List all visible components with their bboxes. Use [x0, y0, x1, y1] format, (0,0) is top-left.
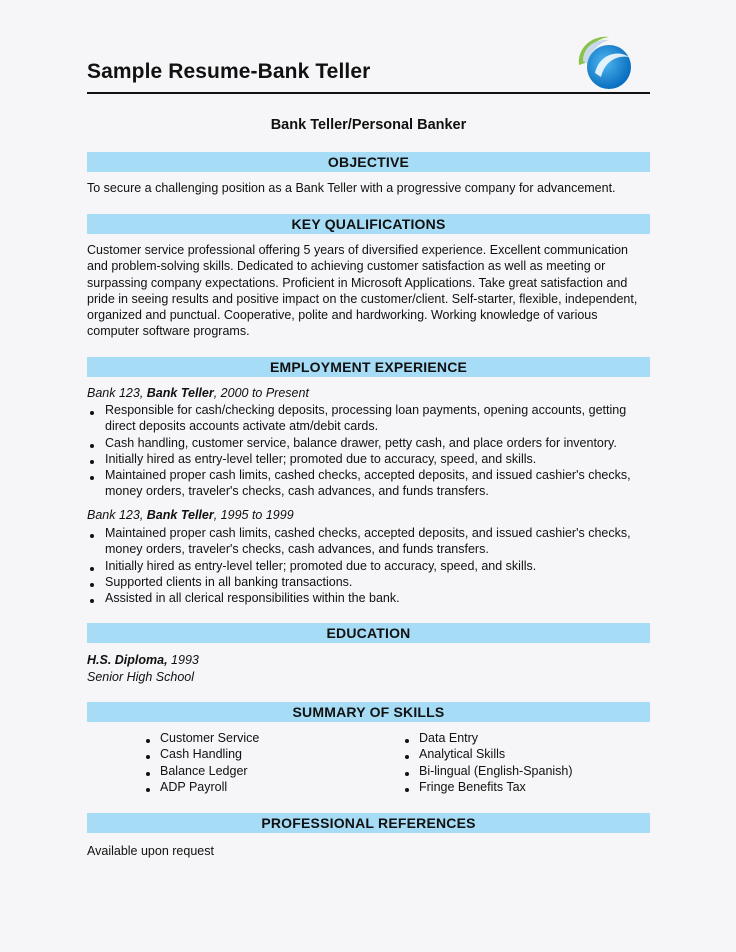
skills-left-column	[146, 730, 376, 795]
references-heading: PROFESSIONAL REFERENCES	[87, 813, 650, 833]
job-1-header	[87, 386, 309, 400]
job-2-employer: Bank 123,	[87, 508, 144, 522]
qualifications-heading: KEY QUALIFICATIONS	[87, 214, 650, 234]
list-item: Initially hired as entry-level teller; promoted due to accuracy, speed, and skills.	[87, 558, 652, 574]
qualifications-text: Customer service professional offering 5 years of diversified experience. Excellent communication and problem-solving skills. Dedicated to achieving customer satisfaction as well as meeting or surpassing company expectations. Proficient in Microsoft Applications. Take great satisfaction and pride in seeing results and positive impact on the customer/client. Self-starter, flexible, independent, organized and punctual. Cooperative, polite and hardworking. Working knowledge of various computer software programs.	[87, 243, 638, 339]
education-heading: EDUCATION	[87, 623, 650, 643]
job-2-duties	[87, 525, 652, 606]
list-item: Balance Ledger	[146, 763, 376, 779]
list-item: Bi-lingual (English-Spanish)	[405, 763, 635, 779]
skills-heading: SUMMARY OF SKILLS	[87, 702, 650, 722]
objective-text: To secure a challenging position as a Bank Teller with a progressive company for advancement.	[87, 181, 616, 195]
list-item: Fringe Benefits Tax	[405, 779, 635, 795]
blue-swirl-logo-icon	[573, 31, 637, 95]
job-2-role: Bank Teller	[146, 508, 214, 522]
resume-subtitle: Bank Teller/Personal Banker	[270, 117, 467, 133]
employment-heading: EMPLOYMENT EXPERIENCE	[87, 357, 650, 377]
references-text: Available upon request	[87, 844, 214, 858]
education-degree-line	[87, 651, 199, 669]
list-item: Customer Service	[146, 730, 376, 746]
job-1-role: Bank Teller	[146, 386, 214, 400]
page-title: Sample Resume-Bank Teller	[87, 60, 371, 83]
list-item: Assisted in all clerical responsibilities within the bank.	[87, 590, 652, 606]
job-1-dates: , 2000 to Present	[213, 386, 309, 400]
list-item: Data Entry	[405, 730, 635, 746]
list-item: Maintained proper cash limits, cashed checks, accepted deposits, and issued cashier's checks, money orders, traveler's checks, cash advances, and funds transfers.	[87, 525, 652, 558]
skills-right-column	[405, 730, 635, 795]
job-1-duties	[87, 402, 652, 500]
list-item: Analytical Skills	[405, 746, 635, 762]
list-item: Maintained proper cash limits, cashed checks, accepted deposits, and issued cashier's checks, money orders, traveler's checks, cash advances, and funds transfers.	[87, 467, 652, 500]
list-item: Cash handling, customer service, balance drawer, petty cash, and place orders for inventory.	[87, 435, 652, 451]
education-year: 1993	[167, 653, 199, 667]
list-item: Supported clients in all banking transactions.	[87, 574, 652, 590]
objective-heading: OBJECTIVE	[87, 152, 650, 172]
job-2-dates: , 1995 to 1999	[213, 508, 294, 522]
education-degree: H.S. Diploma,	[87, 653, 168, 667]
list-item: ADP Payroll	[146, 779, 376, 795]
list-item: Initially hired as entry-level teller; promoted due to accuracy, speed, and skills.	[87, 451, 652, 467]
job-1-employer: Bank 123,	[87, 386, 144, 400]
education-school: Senior High School	[87, 670, 195, 684]
job-2-header	[87, 508, 294, 522]
list-item: Responsible for cash/checking deposits, processing loan payments, opening accounts, getting direct deposits accounts activate atm/debit cards.	[87, 402, 652, 435]
list-item: Cash Handling	[146, 746, 376, 762]
title-divider	[87, 92, 650, 94]
